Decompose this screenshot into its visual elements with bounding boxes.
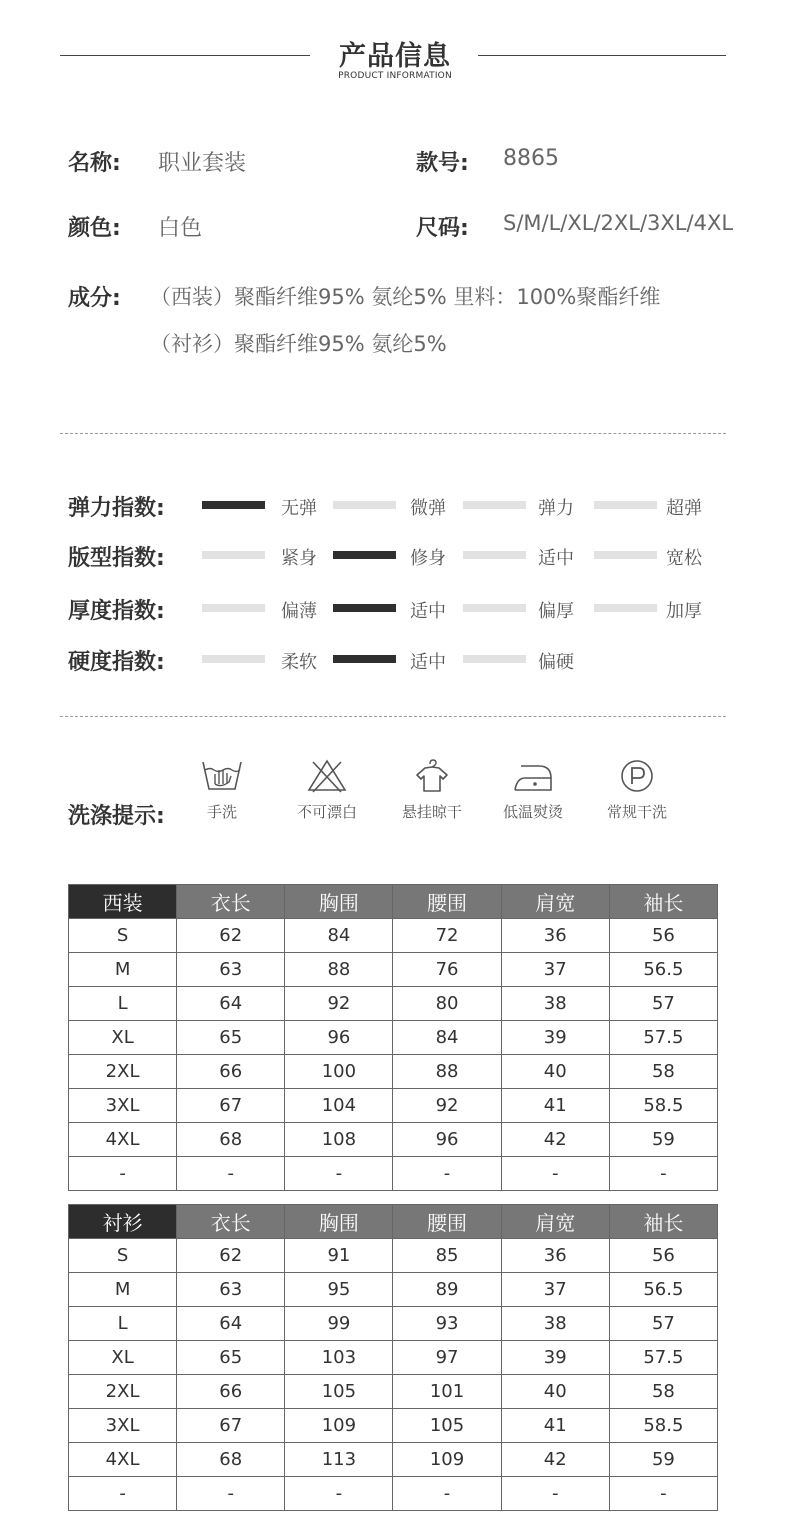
table-cell: 58.5: [609, 1089, 717, 1123]
table-cell: 113: [285, 1443, 393, 1477]
divider: [60, 433, 726, 434]
table-cell: 84: [393, 1021, 501, 1055]
table-cell: 72: [393, 919, 501, 953]
index-bar: [333, 551, 396, 559]
table-cell: -: [69, 1477, 177, 1511]
table-cell: 56: [609, 1239, 717, 1273]
table-cell: 104: [285, 1089, 393, 1123]
model-value: 8865: [503, 146, 559, 171]
table-cell: 3XL: [69, 1409, 177, 1443]
table-row: [69, 919, 718, 953]
index-option: 修身: [410, 548, 446, 569]
table-cell: 36: [501, 1239, 609, 1273]
table-header-row: [69, 1205, 718, 1239]
composition-label: 成分:: [68, 286, 121, 311]
table-cell: 65: [177, 1341, 285, 1375]
table-cell: 58.5: [609, 1409, 717, 1443]
table-cell: 109: [393, 1443, 501, 1477]
table-cell: 88: [393, 1055, 501, 1089]
care-text: 手洗: [206, 803, 237, 821]
index-label: 硬度指数:: [68, 650, 165, 675]
care-item-hang-dry: [387, 758, 477, 822]
size-table-shirt: [68, 1204, 718, 1511]
table-cell: 38: [501, 987, 609, 1021]
table-header-cell: 肩宽: [501, 885, 609, 919]
table-cell: 39: [501, 1021, 609, 1055]
table-cell: 105: [393, 1409, 501, 1443]
table-cell: -: [285, 1157, 393, 1191]
table-row: [69, 1341, 718, 1375]
table-header-cell: 腰围: [393, 1205, 501, 1239]
care-text: 悬挂晾干: [401, 803, 462, 821]
table-cell: 62: [177, 1239, 285, 1273]
table-cell: 67: [177, 1089, 285, 1123]
care-item-dry-clean: [592, 758, 682, 822]
table-cell: 39: [501, 1341, 609, 1375]
table-cell: 42: [501, 1443, 609, 1477]
table-cell: 38: [501, 1307, 609, 1341]
table-cell: 58: [609, 1055, 717, 1089]
care-item-no-bleach: [282, 758, 372, 822]
index-option: 紧身: [281, 548, 317, 569]
index-bar: [333, 604, 396, 612]
table-row: [69, 1307, 718, 1341]
index-bar: [463, 551, 526, 559]
table-cell: M: [69, 1273, 177, 1307]
table-header-row: [69, 885, 718, 919]
table-cell: L: [69, 987, 177, 1021]
table-cell: -: [501, 1157, 609, 1191]
index-label: 厚度指数:: [68, 599, 165, 624]
index-bar: [594, 501, 657, 509]
index-option: 超弹: [666, 498, 702, 519]
care-text: 不可漂白: [296, 803, 357, 821]
table-header-cell: 西装: [69, 885, 177, 919]
table-row: [69, 987, 718, 1021]
index-option: 宽松: [666, 548, 702, 569]
page-title: 产品信息: [339, 41, 451, 72]
index-bar: [202, 501, 265, 509]
table-row: [69, 1409, 718, 1443]
table-header-cell: 胸围: [285, 1205, 393, 1239]
color-value: 白色: [158, 216, 203, 241]
table-cell: 63: [177, 1273, 285, 1307]
table-cell: 97: [393, 1341, 501, 1375]
table-row: [69, 953, 718, 987]
table-header-cell: 袖长: [609, 885, 717, 919]
table-cell: 57.5: [609, 1021, 717, 1055]
index-option: 加厚: [666, 601, 702, 622]
table-cell: 67: [177, 1409, 285, 1443]
composition-line-1: （西装）聚酯纤维95% 氨纶5% 里料：100%聚酯纤维: [150, 285, 661, 309]
table-row: [69, 1021, 718, 1055]
index-option: 偏厚: [538, 601, 574, 622]
index-label: 弹力指数:: [68, 496, 165, 521]
table-cell: 4XL: [69, 1443, 177, 1477]
table-cell: 68: [177, 1443, 285, 1477]
index-bar: [594, 551, 657, 559]
table-cell: 80: [393, 987, 501, 1021]
index-bar: [463, 604, 526, 612]
table-header-cell: 腰围: [393, 885, 501, 919]
care-text: 低温熨烫: [502, 803, 563, 821]
color-label: 颜色:: [68, 216, 121, 241]
table-cell: -: [393, 1477, 501, 1511]
table-cell: 3XL: [69, 1089, 177, 1123]
table-row: [69, 1089, 718, 1123]
index-label: 版型指数:: [68, 546, 165, 571]
table-cell: 41: [501, 1089, 609, 1123]
table-cell: 65: [177, 1021, 285, 1055]
table-cell: 57.5: [609, 1341, 717, 1375]
table-cell: 84: [285, 919, 393, 953]
index-option: 无弹: [281, 498, 317, 519]
table-header-cell: 衬衫: [69, 1205, 177, 1239]
table-cell: 56.5: [609, 953, 717, 987]
table-cell: 93: [393, 1307, 501, 1341]
table-cell: 4XL: [69, 1123, 177, 1157]
index-bar: [333, 655, 396, 663]
table-cell: 36: [501, 919, 609, 953]
table-cell: 37: [501, 953, 609, 987]
table-cell: -: [69, 1157, 177, 1191]
index-option: 适中: [410, 601, 446, 622]
table-cell: S: [69, 1239, 177, 1273]
table-cell: 64: [177, 1307, 285, 1341]
table-row: [69, 1477, 718, 1511]
table-cell: XL: [69, 1341, 177, 1375]
table-cell: -: [177, 1477, 285, 1511]
table-cell: 2XL: [69, 1055, 177, 1089]
divider: [60, 716, 726, 717]
table-cell: -: [177, 1157, 285, 1191]
table-cell: 88: [285, 953, 393, 987]
table-row: [69, 1123, 718, 1157]
table-cell: S: [69, 919, 177, 953]
name-value: 职业套装: [158, 151, 247, 176]
table-cell: 99: [285, 1307, 393, 1341]
table-cell: 66: [177, 1055, 285, 1089]
table-cell: 57: [609, 1307, 717, 1341]
index-option: 适中: [538, 548, 574, 569]
table-row: [69, 1239, 718, 1273]
index-option: 微弹: [410, 498, 446, 519]
table-header-cell: 胸围: [285, 885, 393, 919]
table-cell: 101: [393, 1375, 501, 1409]
table-cell: 62: [177, 919, 285, 953]
table-cell: 95: [285, 1273, 393, 1307]
table-cell: -: [285, 1477, 393, 1511]
table-row: [69, 1055, 718, 1089]
table-cell: 108: [285, 1123, 393, 1157]
table-cell: 85: [393, 1239, 501, 1273]
page-subtitle: PRODUCT INFORMATION: [338, 71, 452, 81]
dry-clean-icon: [615, 758, 659, 794]
hand-wash-icon: [200, 758, 244, 794]
index-bar: [202, 655, 265, 663]
table-cell: 63: [177, 953, 285, 987]
table-cell: 92: [393, 1089, 501, 1123]
table-cell: 66: [177, 1375, 285, 1409]
index-option: 适中: [410, 652, 446, 673]
index-bar: [594, 604, 657, 612]
table-cell: 42: [501, 1123, 609, 1157]
care-item-hand-wash: [177, 758, 267, 822]
table-cell: 100: [285, 1055, 393, 1089]
hang-dry-icon: [410, 758, 454, 794]
size-table-suit: [68, 884, 718, 1191]
table-cell: -: [501, 1477, 609, 1511]
index-option: 弹力: [538, 498, 574, 519]
table-cell: 103: [285, 1341, 393, 1375]
index-bar: [463, 501, 526, 509]
table-cell: 91: [285, 1239, 393, 1273]
table-header-cell: 衣长: [177, 1205, 285, 1239]
table-row: [69, 1375, 718, 1409]
table-header-cell: 袖长: [609, 1205, 717, 1239]
index-bar: [333, 501, 396, 509]
table-row: [69, 1273, 718, 1307]
index-option: 偏硬: [538, 652, 574, 673]
table-cell: 41: [501, 1409, 609, 1443]
index-bar: [202, 551, 265, 559]
index-option: 偏薄: [281, 601, 317, 622]
table-cell: 58: [609, 1375, 717, 1409]
care-label: 洗涤提示:: [68, 804, 165, 829]
table-cell: 2XL: [69, 1375, 177, 1409]
table-cell: 76: [393, 953, 501, 987]
table-cell: 59: [609, 1443, 717, 1477]
table-cell: -: [393, 1157, 501, 1191]
table-row: [69, 1443, 718, 1477]
size-label: 尺码:: [416, 216, 469, 241]
table-cell: L: [69, 1307, 177, 1341]
table-cell: 105: [285, 1375, 393, 1409]
table-cell: -: [609, 1477, 717, 1511]
no-bleach-icon: [305, 758, 349, 794]
table-cell: XL: [69, 1021, 177, 1055]
table-cell: -: [609, 1157, 717, 1191]
table-cell: 89: [393, 1273, 501, 1307]
table-row: [69, 1157, 718, 1191]
model-label: 款号:: [416, 151, 469, 176]
table-cell: 57: [609, 987, 717, 1021]
table-cell: 40: [501, 1375, 609, 1409]
table-cell: 64: [177, 987, 285, 1021]
table-cell: 59: [609, 1123, 717, 1157]
composition-line-2: （衬衫）聚酯纤维95% 氨纶5%: [150, 332, 447, 356]
table-cell: 56.5: [609, 1273, 717, 1307]
care-text: 常规干洗: [606, 803, 667, 821]
table-cell: 92: [285, 987, 393, 1021]
table-cell: 37: [501, 1273, 609, 1307]
table-cell: 68: [177, 1123, 285, 1157]
table-header-cell: 肩宽: [501, 1205, 609, 1239]
table-cell: 40: [501, 1055, 609, 1089]
low-iron-icon: [511, 758, 555, 794]
table-cell: 109: [285, 1409, 393, 1443]
index-option: 柔软: [281, 652, 317, 673]
table-cell: M: [69, 953, 177, 987]
index-bar: [463, 655, 526, 663]
table-header-cell: 衣长: [177, 885, 285, 919]
table-cell: 96: [285, 1021, 393, 1055]
size-value: S/M/L/XL/2XL/3XL/4XL: [503, 211, 734, 235]
table-cell: 96: [393, 1123, 501, 1157]
name-label: 名称:: [68, 151, 121, 176]
care-item-low-iron: [488, 758, 578, 822]
table-cell: 56: [609, 919, 717, 953]
index-bar: [202, 604, 265, 612]
